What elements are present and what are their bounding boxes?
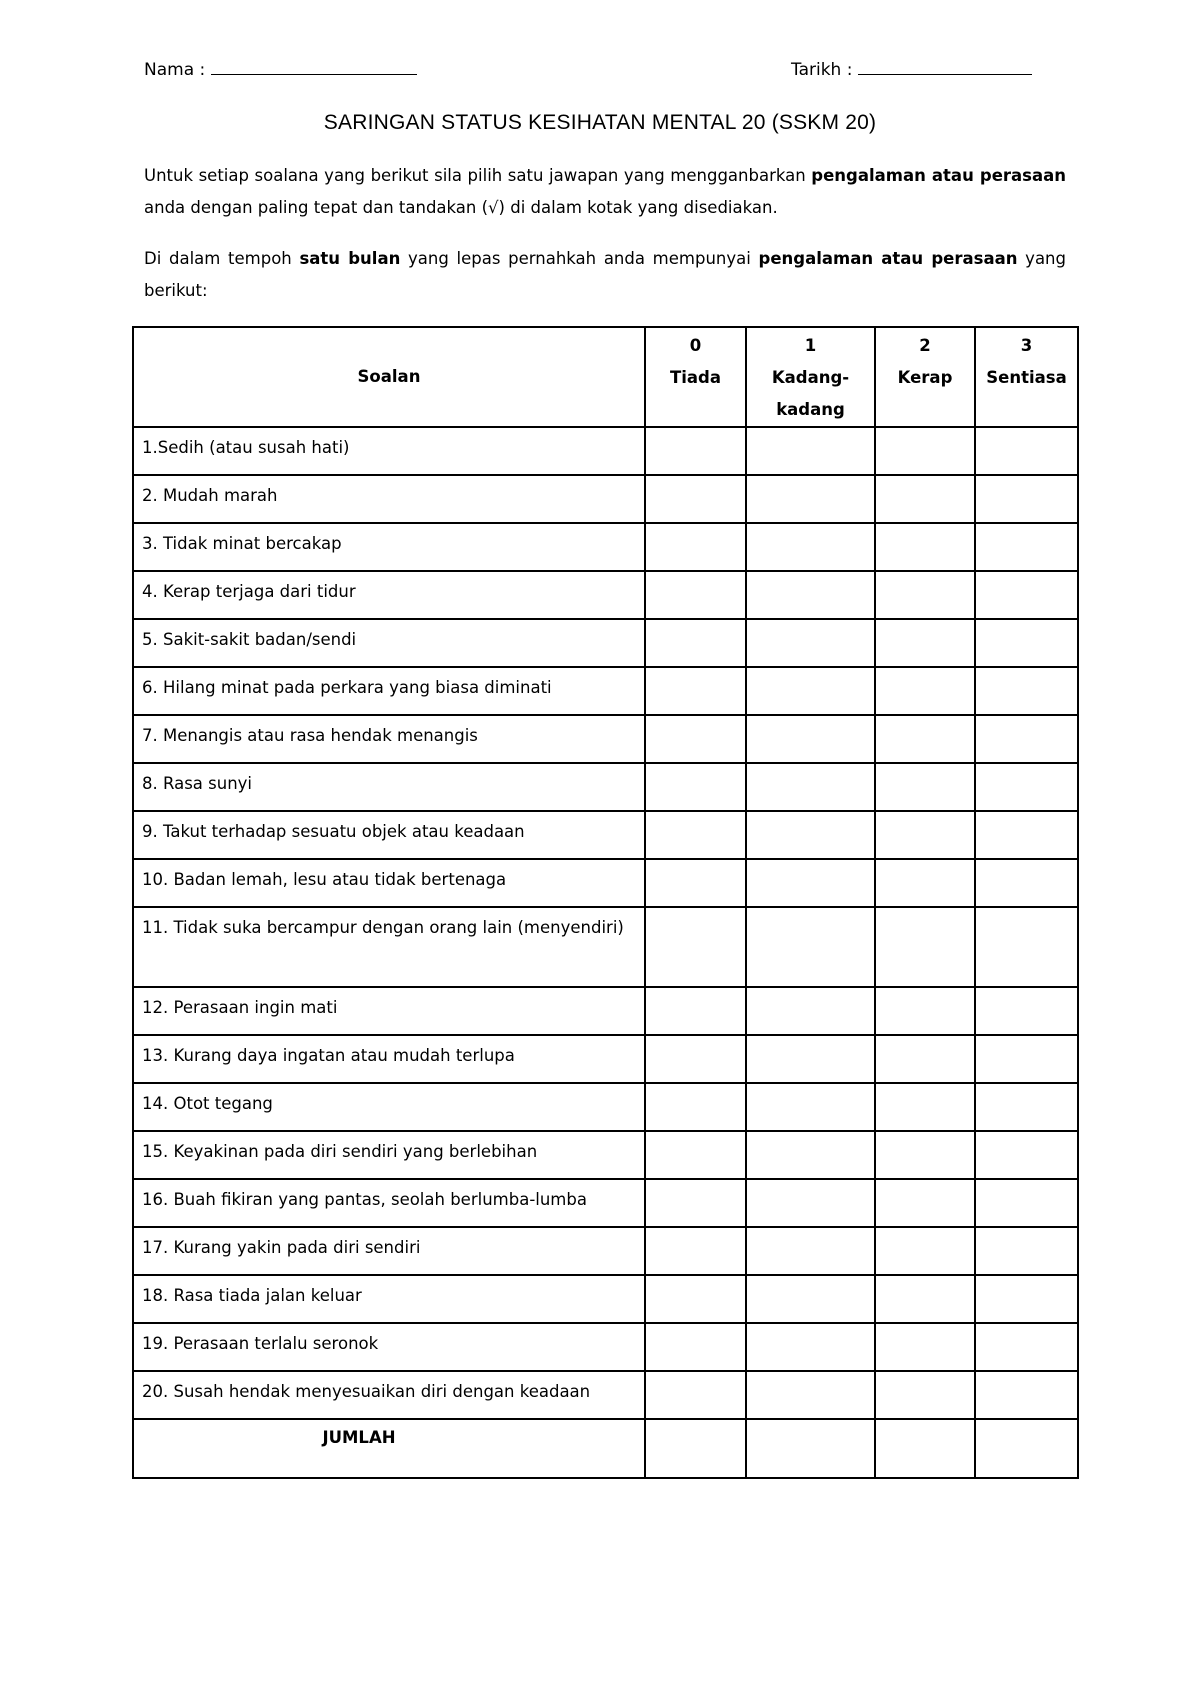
table-row [133, 571, 1078, 619]
period-paragraph [144, 243, 1066, 307]
table-row [133, 1323, 1078, 1371]
answer-checkbox-kadang-kadang[interactable] [746, 523, 875, 571]
table-row [133, 523, 1078, 571]
answer-checkbox-tiada[interactable] [645, 859, 746, 907]
answer-checkbox-tiada[interactable] [645, 523, 746, 571]
table-row [133, 1179, 1078, 1227]
answer-checkbox-sentiasa[interactable] [975, 427, 1078, 475]
column-label: Sentiasa [986, 368, 1067, 387]
answer-checkbox-kadang-kadang[interactable] [746, 987, 875, 1035]
date-field[interactable] [791, 60, 1032, 80]
answer-checkbox-sentiasa[interactable] [975, 667, 1078, 715]
period-text: yang berikut: [144, 249, 1066, 300]
question-text: 11. Tidak suka bercampur dengan orang lain (menyendiri) [133, 907, 645, 987]
answer-checkbox-sentiasa[interactable] [975, 1035, 1078, 1083]
answer-checkbox-kerap[interactable] [875, 811, 975, 859]
answer-checkbox-tiada[interactable] [645, 1227, 746, 1275]
answer-checkbox-kadang-kadang[interactable] [746, 667, 875, 715]
answer-checkbox-kadang-kadang[interactable] [746, 1131, 875, 1179]
answer-checkbox-kerap[interactable] [875, 1035, 975, 1083]
answer-checkbox-kerap[interactable] [875, 763, 975, 811]
answer-checkbox-kerap[interactable] [875, 1275, 975, 1323]
period-text: Di dalam tempoh [144, 249, 300, 268]
answer-checkbox-sentiasa[interactable] [975, 1083, 1078, 1131]
answer-checkbox-kerap[interactable] [875, 427, 975, 475]
answer-checkbox-sentiasa[interactable] [975, 1275, 1078, 1323]
answer-checkbox-sentiasa[interactable] [975, 1371, 1078, 1419]
question-text: 18. Rasa tiada jalan keluar [133, 1275, 645, 1323]
answer-checkbox-sentiasa[interactable] [975, 619, 1078, 667]
instruction-text: Untuk setiap soalana yang berikut sila pilih satu jawapan yang mengganbarkan [144, 166, 812, 185]
question-text: 17. Kurang yakin pada diri sendiri [133, 1227, 645, 1275]
answer-checkbox-kerap[interactable] [875, 907, 975, 987]
answer-checkbox-kadang-kadang[interactable] [746, 859, 875, 907]
table-row [133, 1227, 1078, 1275]
table-row [133, 475, 1078, 523]
total-cell-kadang-kadang[interactable] [746, 1419, 875, 1478]
answer-checkbox-sentiasa[interactable] [975, 987, 1078, 1035]
question-text: 16. Buah fikiran yang pantas, seolah berlumba-lumba [133, 1179, 645, 1227]
answer-checkbox-sentiasa[interactable] [975, 1131, 1078, 1179]
answer-checkbox-kadang-kadang[interactable] [746, 1035, 875, 1083]
column-score: 3 [1020, 336, 1033, 355]
answer-checkbox-kadang-kadang[interactable] [746, 619, 875, 667]
answer-checkbox-kerap[interactable] [875, 859, 975, 907]
answer-checkbox-kerap[interactable] [875, 619, 975, 667]
column-score: 0 [689, 336, 702, 355]
column-score: 2 [919, 336, 931, 355]
answer-checkbox-kadang-kadang[interactable] [746, 1275, 875, 1323]
answer-checkbox-kerap[interactable] [875, 1083, 975, 1131]
total-row [133, 1419, 1078, 1478]
answer-checkbox-kadang-kadang[interactable] [746, 811, 875, 859]
answer-checkbox-kerap[interactable] [875, 571, 975, 619]
answer-checkbox-kerap[interactable] [875, 715, 975, 763]
answer-checkbox-kadang-kadang[interactable] [746, 1083, 875, 1131]
answer-checkbox-sentiasa[interactable] [975, 859, 1078, 907]
column-header-kadang-kadang [746, 327, 875, 427]
table-row [133, 667, 1078, 715]
table-row [133, 859, 1078, 907]
answer-checkbox-tiada[interactable] [645, 1323, 746, 1371]
instruction-text: anda dengan paling tepat dan tandakan (√) di dalam kotak yang disediakan. [144, 198, 778, 217]
answer-checkbox-tiada[interactable] [645, 571, 746, 619]
answer-checkbox-kerap[interactable] [875, 1131, 975, 1179]
answer-checkbox-tiada[interactable] [645, 811, 746, 859]
answer-checkbox-kadang-kadang[interactable] [746, 715, 875, 763]
answer-checkbox-sentiasa[interactable] [975, 1323, 1078, 1371]
period-emphasis: pengalaman atau perasaan [758, 249, 1018, 268]
column-header-tiada [645, 327, 746, 427]
question-text: 13. Kurang daya ingatan atau mudah terlupa [133, 1035, 645, 1083]
table-row [133, 907, 1078, 987]
questionnaire-table [132, 326, 1079, 1479]
column-score: 1 [804, 336, 817, 355]
answer-checkbox-kadang-kadang[interactable] [746, 1323, 875, 1371]
table-row [133, 1131, 1078, 1179]
answer-checkbox-kerap[interactable] [875, 1179, 975, 1227]
answer-checkbox-kerap[interactable] [875, 987, 975, 1035]
question-text: 19. Perasaan terlalu seronok [133, 1323, 645, 1371]
question-text: 10. Badan lemah, lesu atau tidak bertenaga [133, 859, 645, 907]
question-text: 2. Mudah marah [133, 475, 645, 523]
table-header-row [133, 327, 1078, 427]
question-text: 5. Sakit-sakit badan/sendi [133, 619, 645, 667]
question-text: 14. Otot tegang [133, 1083, 645, 1131]
answer-checkbox-sentiasa[interactable] [975, 475, 1078, 523]
table-row [133, 619, 1078, 667]
answer-checkbox-sentiasa[interactable] [975, 907, 1078, 987]
questions-body [133, 427, 1078, 1478]
table-row [133, 1371, 1078, 1419]
answer-checkbox-kadang-kadang[interactable] [746, 475, 875, 523]
answer-checkbox-kerap[interactable] [875, 475, 975, 523]
answer-checkbox-tiada[interactable] [645, 1371, 746, 1419]
page-title: SARINGAN STATUS KESIHATAN MENTAL 20 (SSKM 20) [323, 111, 877, 134]
total-cell-kerap[interactable] [875, 1419, 975, 1478]
answer-checkbox-kadang-kadang[interactable] [746, 907, 875, 987]
answer-checkbox-tiada[interactable] [645, 619, 746, 667]
answer-checkbox-tiada[interactable] [645, 1275, 746, 1323]
date-blank-line[interactable] [858, 60, 1032, 75]
question-text: 6. Hilang minat pada perkara yang biasa diminati [133, 667, 645, 715]
answer-checkbox-kerap[interactable] [875, 1323, 975, 1371]
question-text: 1.Sedih (atau susah hati) [133, 427, 645, 475]
answer-checkbox-tiada[interactable] [645, 1131, 746, 1179]
table-row [133, 715, 1078, 763]
table-row [133, 811, 1078, 859]
question-text: 20. Susah hendak menyesuaikan diri dengan keadaan [133, 1371, 645, 1419]
answer-checkbox-sentiasa[interactable] [975, 763, 1078, 811]
table-row [133, 1035, 1078, 1083]
answer-checkbox-kadang-kadang[interactable] [746, 1179, 875, 1227]
answer-checkbox-tiada[interactable] [645, 475, 746, 523]
answer-checkbox-tiada[interactable] [645, 1179, 746, 1227]
answer-checkbox-kadang-kadang[interactable] [746, 1371, 875, 1419]
answer-checkbox-kadang-kadang[interactable] [746, 1227, 875, 1275]
total-cell-tiada[interactable] [645, 1419, 746, 1478]
table-row [133, 1275, 1078, 1323]
column-label: Kerap [897, 368, 953, 387]
answer-checkbox-kadang-kadang[interactable] [746, 571, 875, 619]
name-blank-line[interactable] [211, 60, 417, 75]
question-text: 3. Tidak minat bercakap [133, 523, 645, 571]
answer-checkbox-kadang-kadang[interactable] [746, 763, 875, 811]
answer-checkbox-sentiasa[interactable] [975, 811, 1078, 859]
column-label: Tiada [670, 368, 721, 387]
answer-checkbox-sentiasa[interactable] [975, 1227, 1078, 1275]
question-text: 8. Rasa sunyi [133, 763, 645, 811]
answer-checkbox-kerap[interactable] [875, 523, 975, 571]
answer-checkbox-kerap[interactable] [875, 667, 975, 715]
period-emphasis: satu bulan [299, 249, 401, 268]
column-label: Kadang-kadang [771, 368, 850, 419]
period-text: yang lepas pernahkah anda mempunyai [400, 249, 759, 268]
answer-checkbox-tiada[interactable] [645, 715, 746, 763]
answer-checkbox-sentiasa[interactable] [975, 523, 1078, 571]
question-text: 7. Menangis atau rasa hendak menangis [133, 715, 645, 763]
total-cell-sentiasa[interactable] [975, 1419, 1078, 1478]
total-label: JUMLAH [133, 1419, 645, 1478]
answer-checkbox-sentiasa[interactable] [975, 571, 1078, 619]
question-text: 4. Kerap terjaga dari tidur [133, 571, 645, 619]
question-text: 9. Takut terhadap sesuatu objek atau keadaan [133, 811, 645, 859]
table-row [133, 987, 1078, 1035]
table-row [133, 763, 1078, 811]
question-column-header: Soalan [133, 327, 645, 427]
answer-checkbox-tiada[interactable] [645, 987, 746, 1035]
answer-checkbox-sentiasa[interactable] [975, 715, 1078, 763]
name-label: Nama : [144, 60, 206, 80]
question-text: 12. Perasaan ingin mati [133, 987, 645, 1035]
name-field[interactable] [144, 60, 417, 80]
date-label: Tarikh : [791, 60, 853, 80]
column-header-kerap [875, 327, 975, 427]
answer-checkbox-kadang-kadang[interactable] [746, 427, 875, 475]
instruction-paragraph [144, 160, 1066, 224]
table-row [133, 1083, 1078, 1131]
table-row [133, 427, 1078, 475]
column-header-sentiasa [975, 327, 1078, 427]
answer-checkbox-tiada[interactable] [645, 1035, 746, 1083]
answer-checkbox-kerap[interactable] [875, 1371, 975, 1419]
question-text: 15. Keyakinan pada diri sendiri yang berlebihan [133, 1131, 645, 1179]
answer-checkbox-tiada[interactable] [645, 427, 746, 475]
answer-checkbox-tiada[interactable] [645, 667, 746, 715]
answer-checkbox-tiada[interactable] [645, 907, 746, 987]
answer-checkbox-tiada[interactable] [645, 1083, 746, 1131]
instruction-emphasis: pengalaman atau perasaan [811, 166, 1066, 185]
answer-checkbox-sentiasa[interactable] [975, 1179, 1078, 1227]
answer-checkbox-kerap[interactable] [875, 1227, 975, 1275]
answer-checkbox-tiada[interactable] [645, 763, 746, 811]
